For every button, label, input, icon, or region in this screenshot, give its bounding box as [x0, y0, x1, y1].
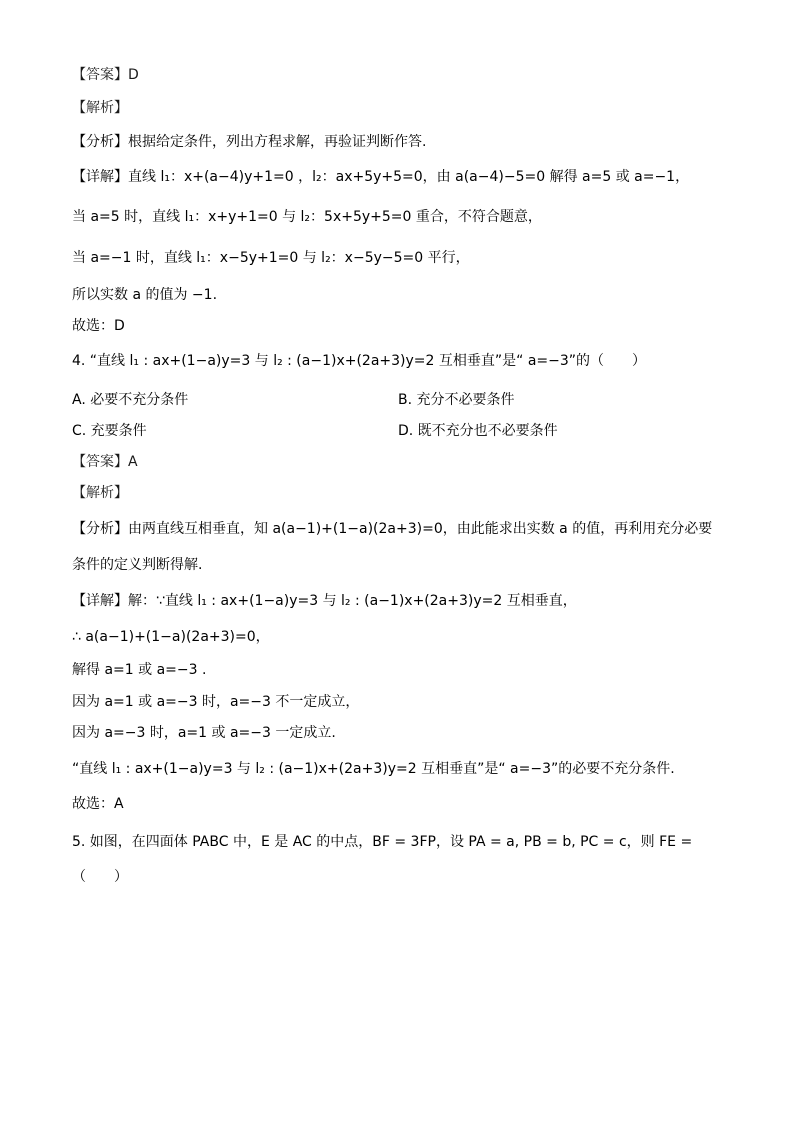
- q4-option-c: C. 充要条件: [72, 423, 147, 439]
- q3-analysis-heading: 【解析】: [72, 100, 128, 116]
- q4-analysis-line-1: 【分析】由两直线互相垂直，知 a(a−1)+(1−a)(2a+3)=0，由此能求出实数 a 的值，再利用充分必要: [72, 521, 713, 537]
- q3-answer: 【答案】D: [72, 67, 139, 83]
- q4-detail-line-4: 因为 a=1 或 a=−3 时，a=−3 不一定成立，: [72, 694, 360, 710]
- q4-option-a: A. 必要不充分条件: [72, 392, 189, 408]
- q3-detail-line-3: 当 a=−1 时，直线 l₁：x−5y+1=0 与 l₂：x−5y−5=0 平行，: [72, 250, 470, 266]
- q4-option-b: B. 充分不必要条件: [398, 392, 515, 408]
- q4-analysis-heading: 【解析】: [72, 485, 128, 501]
- q4-answer: 【答案】A: [72, 454, 138, 470]
- q3-detail-line-1: 【详解】直线 l₁：x+(a−4)y+1=0 ，l₂：ax+5y+5=0，由 a(a−4)−5=0 解得 a=5 或 a=−1，: [72, 169, 690, 185]
- q3-detail-line-2: 当 a=5 时，直线 l₁：x+y+1=0 与 l₂：5x+5y+5=0 重合，不符合题意，: [72, 209, 542, 225]
- q4-analysis-line-2: 条件的定义判断得解.: [72, 557, 203, 573]
- q4-detail-line-2: ∴ a(a−1)+(1−a)(2a+3)=0，: [72, 629, 270, 645]
- q4-detail-line-5: 因为 a=−3 时，a=1 或 a=−3 一定成立.: [72, 725, 336, 741]
- q4-stem: 4. “直线 l₁ : ax+(1−a)y=3 与 l₂ : (a−1)x+(2a+3)y=2 互相垂直”是“ a=−3”的（ ）: [72, 353, 647, 369]
- q4-detail-line-6: “直线 l₁ : ax+(1−a)y=3 与 l₂ : (a−1)x+(2a+3)y=2 互相垂直”是“ a=−3”的必要不充分条件.: [72, 761, 675, 777]
- q3-detail-line-4: 所以实数 a 的值为 −1.: [72, 287, 218, 303]
- q4-option-d: D. 既不充分也不必要条件: [398, 423, 558, 439]
- q3-analysis: 【分析】根据给定条件，列出方程求解，再验证判断作答.: [72, 134, 427, 150]
- q5-stem: 5. 如图，在四面体 PABC 中，E 是 AC 的中点，BF = 3FP，设 PA = a, PB = b, PC = c，则 FE =: [72, 834, 693, 850]
- q3-choice: 故选：D: [72, 318, 125, 334]
- q4-choice: 故选：A: [72, 796, 124, 812]
- q4-detail-line-1: 【详解】解：∵直线 l₁ : ax+(1−a)y=3 与 l₂ : (a−1)x+(2a+3)y=2 互相垂直，: [72, 593, 577, 609]
- q4-detail-line-3: 解得 a=1 或 a=−3 .: [72, 662, 207, 678]
- q5-blank: （ ）: [72, 869, 128, 885]
